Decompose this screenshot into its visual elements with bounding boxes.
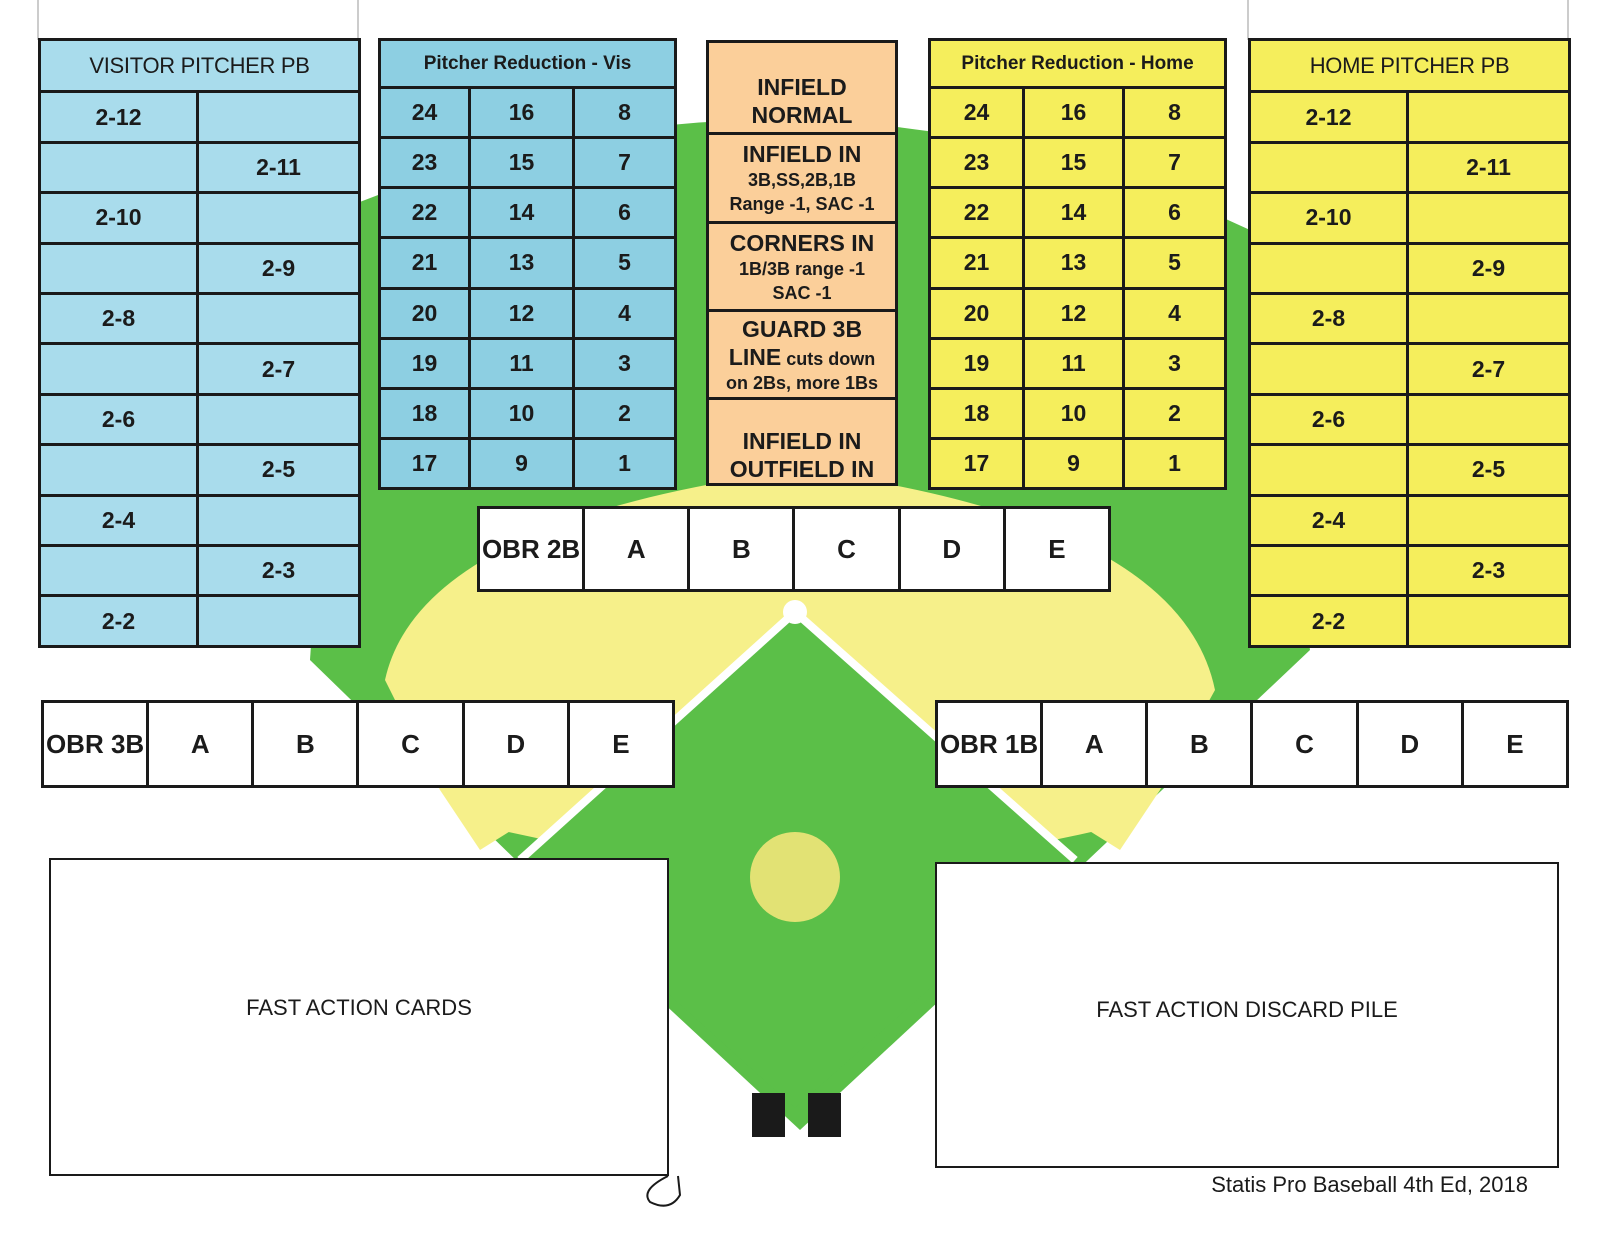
home-pb-cell[interactable]: 2-10 [1250, 193, 1408, 243]
reduction-vis-cell[interactable]: 11 [470, 338, 574, 388]
obr-1b-cell[interactable]: B [1147, 702, 1252, 787]
reduction-home-cell[interactable]: 11 [1024, 338, 1124, 388]
home-pb-cell[interactable] [1250, 142, 1408, 192]
reduction-vis-cell[interactable]: 17 [380, 438, 470, 488]
home-pb-row [1250, 546, 1570, 596]
reduction-home-cell[interactable]: 21 [930, 238, 1024, 288]
reduction-home-cell[interactable]: 7 [1124, 138, 1226, 188]
second-base [783, 600, 807, 624]
reduction-home-cell[interactable]: 13 [1024, 238, 1124, 288]
home-pb-row [1250, 445, 1570, 495]
visitor-pb-row [40, 546, 360, 596]
fast-action-discard-label: FAST ACTION DISCARD PILE [1096, 997, 1398, 1022]
obr-2b-cell[interactable]: D [899, 508, 1004, 591]
fast-action-discard-area[interactable] [935, 862, 1559, 1168]
visitor-pb-cell[interactable] [198, 495, 360, 545]
reduction-vis-cell[interactable]: 9 [470, 438, 574, 488]
reduction-home-row [930, 188, 1226, 238]
obr-1b-cell[interactable]: A [1042, 702, 1147, 787]
infield-in-line: INFIELD IN [742, 427, 862, 454]
reduction-home-row [930, 88, 1226, 138]
reduction-home-cell[interactable]: 20 [930, 288, 1024, 338]
obr-2b-label: OBR 2B [479, 508, 584, 591]
home-pb-row [1250, 596, 1570, 647]
home-pitcher-pb-table [1248, 38, 1571, 648]
infield-in-effect: Range -1, SAC -1 [729, 194, 875, 214]
visitor-pb-cell[interactable]: 2-3 [198, 546, 360, 596]
infield-in-positions: 3B,SS,2B,1B [747, 170, 857, 190]
infield-normal-line1: INFIELD [757, 73, 847, 100]
reduction-vis-row [380, 288, 676, 338]
reduction-vis-cell[interactable]: 4 [574, 288, 676, 338]
corners-in-range: 1B/3B range -1 [738, 258, 866, 279]
home-pb-cell[interactable] [1250, 243, 1408, 293]
visitor-pb-cell[interactable] [40, 445, 198, 495]
guard-3b-line[interactable] [709, 312, 895, 400]
visitor-pb-cell[interactable] [198, 294, 360, 344]
guard-3b-title: GUARD 3B [741, 315, 863, 342]
home-pb-cell[interactable] [1408, 596, 1570, 647]
reduction-home-cell[interactable]: 2 [1124, 388, 1226, 438]
visitor-pb-cell[interactable]: 2-7 [198, 344, 360, 394]
home-pb-cell[interactable]: 2-8 [1250, 294, 1408, 344]
obr-3b-cell[interactable]: B [253, 702, 358, 787]
obr-3b-cell[interactable]: C [358, 702, 463, 787]
batter-box-right [808, 1093, 841, 1137]
reduction-home-cell[interactable]: 10 [1024, 388, 1124, 438]
reduction-home-cell[interactable]: 15 [1024, 138, 1124, 188]
reduction-home-cell[interactable]: 14 [1024, 188, 1124, 238]
reduction-home-row [930, 388, 1226, 438]
visitor-pitcher-pb-table [38, 38, 361, 648]
obr-3b-table [41, 700, 675, 788]
home-pb-cell[interactable]: 2-2 [1250, 596, 1408, 647]
obr-2b-cell[interactable]: B [689, 508, 794, 591]
infield-normal-line2: NORMAL [751, 101, 853, 128]
reduction-home-cell[interactable]: 24 [930, 88, 1024, 138]
reduction-home-row [930, 288, 1226, 338]
visitor-pb-cell[interactable]: 2-8 [40, 294, 198, 344]
visitor-pb-cell[interactable]: 2-5 [198, 445, 360, 495]
home-pb-cell[interactable]: 2-5 [1408, 445, 1570, 495]
reduction-vis-cell[interactable]: 7 [574, 138, 676, 188]
obr-2b-table [477, 506, 1111, 592]
home-pb-row [1250, 243, 1570, 293]
guard-3b-effect: on 2Bs, more 1Bs [725, 372, 879, 393]
home-pb-cell[interactable]: 2-4 [1250, 495, 1408, 545]
reduction-vis-cell[interactable]: 3 [574, 338, 676, 388]
visitor-pb-cell[interactable] [40, 243, 198, 293]
visitor-pb-cell[interactable] [40, 344, 198, 394]
edition-footer: Statis Pro Baseball 4th Ed, 2018 [1211, 1172, 1528, 1197]
reduction-vis-cell[interactable]: 14 [470, 188, 574, 238]
reduction-home-title: Pitcher Reduction - Home [930, 40, 1226, 88]
reduction-vis-cell[interactable]: 8 [574, 88, 676, 138]
visitor-pb-cell[interactable]: 2-10 [40, 193, 198, 243]
home-pb-cell[interactable] [1250, 546, 1408, 596]
obr-1b-label: OBR 1B [937, 702, 1042, 787]
reduction-vis-cell[interactable]: 24 [380, 88, 470, 138]
obr-3b-cell[interactable]: D [463, 702, 568, 787]
infield-in-title: INFIELD IN [742, 141, 862, 167]
obr-1b-cell[interactable]: D [1357, 702, 1462, 787]
visitor-pb-row [40, 596, 360, 647]
visitor-pb-cell[interactable] [198, 596, 360, 647]
reduction-vis-cell[interactable]: 23 [380, 138, 470, 188]
visitor-pb-cell[interactable] [198, 193, 360, 243]
reduction-vis-cell[interactable]: 20 [380, 288, 470, 338]
obr-1b-cell[interactable]: E [1462, 702, 1567, 787]
obr-2b-cell[interactable]: E [1004, 508, 1109, 591]
visitor-pb-row [40, 142, 360, 192]
guard-line-small: cuts down [781, 348, 876, 369]
visitor-pb-row [40, 92, 360, 142]
reduction-vis-row [380, 138, 676, 188]
home-pb-cell[interactable] [1250, 344, 1408, 394]
fast-action-cards-area[interactable] [49, 858, 669, 1176]
reduction-vis-row [380, 388, 676, 438]
reduction-home-cell[interactable]: 5 [1124, 238, 1226, 288]
reduction-home-cell[interactable]: 22 [930, 188, 1024, 238]
reduction-vis-cell[interactable]: 18 [380, 388, 470, 438]
batter-box-left [752, 1093, 785, 1137]
visitor-pb-cell[interactable] [40, 142, 198, 192]
infield-normal[interactable] [709, 43, 895, 135]
reduction-vis-cell[interactable]: 2 [574, 388, 676, 438]
reduction-vis-cell[interactable]: 13 [470, 238, 574, 288]
home-pb-cell[interactable]: 2-7 [1408, 344, 1570, 394]
guard-line-text [709, 343, 895, 371]
reduction-home-cell[interactable]: 3 [1124, 338, 1226, 388]
visitor-pb-cell[interactable]: 2-2 [40, 596, 198, 647]
reduction-home-cell[interactable]: 19 [930, 338, 1024, 388]
reduction-vis-table [378, 38, 677, 490]
reduction-home-table [928, 38, 1227, 490]
visitor-pb-cell[interactable]: 2-9 [198, 243, 360, 293]
infield-in[interactable] [709, 135, 895, 224]
home-pb-row [1250, 344, 1570, 394]
page-curl [647, 1176, 680, 1206]
home-pb-title: HOME PITCHER PB [1250, 40, 1570, 92]
obr-2b-cell[interactable]: C [794, 508, 899, 591]
home-pb-cell[interactable]: 2-12 [1250, 92, 1408, 142]
obr-1b-cell[interactable]: C [1252, 702, 1357, 787]
outfield-in-line: OUTFIELD IN [729, 455, 875, 482]
reduction-vis-cell[interactable]: 1 [574, 438, 676, 488]
home-pb-cell[interactable] [1408, 92, 1570, 142]
obr-3b-label: OBR 3B [43, 702, 148, 787]
infield-alignment-panel [706, 40, 898, 486]
visitor-pb-row [40, 394, 360, 444]
visitor-pb-row [40, 344, 360, 394]
reduction-home-cell[interactable]: 17 [930, 438, 1024, 488]
obr-3b-cell[interactable]: E [568, 702, 673, 787]
reduction-vis-cell[interactable]: 21 [380, 238, 470, 288]
visitor-pb-cell[interactable]: 2-4 [40, 495, 198, 545]
corners-in-title: CORNERS IN [729, 229, 875, 256]
visitor-pb-row [40, 445, 360, 495]
home-pb-cell[interactable] [1408, 394, 1570, 444]
guard-line-big: LINE [728, 343, 782, 370]
reduction-vis-row [380, 238, 676, 288]
home-pb-cell[interactable]: 2-3 [1408, 546, 1570, 596]
home-pb-cell[interactable] [1408, 495, 1570, 545]
visitor-pb-cell[interactable] [198, 394, 360, 444]
reduction-vis-cell[interactable]: 15 [470, 138, 574, 188]
reduction-home-cell[interactable]: 9 [1024, 438, 1124, 488]
reduction-home-cell[interactable]: 16 [1024, 88, 1124, 138]
home-pb-row [1250, 294, 1570, 344]
reduction-vis-row [380, 338, 676, 388]
obr-1b-table [935, 700, 1569, 788]
reduction-vis-cell[interactable]: 19 [380, 338, 470, 388]
visitor-pb-cell[interactable]: 2-12 [40, 92, 198, 142]
reduction-vis-cell[interactable]: 10 [470, 388, 574, 438]
reduction-vis-cell[interactable]: 5 [574, 238, 676, 288]
reduction-vis-row [380, 438, 676, 488]
visitor-pb-row [40, 193, 360, 243]
reduction-home-row [930, 138, 1226, 188]
visitor-pb-cell[interactable]: 2-11 [198, 142, 360, 192]
reduction-home-row [930, 338, 1226, 388]
home-pb-cell[interactable]: 2-11 [1408, 142, 1570, 192]
home-pb-row [1250, 394, 1570, 444]
reduction-home-cell[interactable]: 8 [1124, 88, 1226, 138]
obr-2b-cell[interactable]: A [584, 508, 689, 591]
reduction-vis-row [380, 88, 676, 138]
reduction-home-cell[interactable]: 1 [1124, 438, 1226, 488]
reduction-vis-cell[interactable]: 12 [470, 288, 574, 338]
reduction-vis-cell[interactable]: 22 [380, 188, 470, 238]
home-pb-cell[interactable]: 2-6 [1250, 394, 1408, 444]
home-pb-cell[interactable] [1408, 294, 1570, 344]
visitor-pb-row [40, 294, 360, 344]
reduction-home-row [930, 238, 1226, 288]
reduction-home-cell[interactable]: 6 [1124, 188, 1226, 238]
corners-in-sac: SAC -1 [772, 282, 832, 303]
home-pb-row [1250, 193, 1570, 243]
corners-in[interactable] [709, 224, 895, 312]
visitor-pb-row [40, 495, 360, 545]
home-pb-row [1250, 92, 1570, 142]
reduction-home-cell[interactable]: 18 [930, 388, 1024, 438]
visitor-pb-row [40, 243, 360, 293]
reduction-vis-cell[interactable]: 16 [470, 88, 574, 138]
reduction-home-cell[interactable]: 4 [1124, 288, 1226, 338]
home-pb-cell[interactable]: 2-9 [1408, 243, 1570, 293]
obr-3b-cell[interactable]: A [148, 702, 253, 787]
reduction-vis-row [380, 188, 676, 238]
home-pb-cell[interactable] [1408, 193, 1570, 243]
reduction-home-cell[interactable]: 23 [930, 138, 1024, 188]
reduction-vis-title: Pitcher Reduction - Vis [380, 40, 676, 88]
infield-in-outfield-in[interactable] [709, 400, 895, 483]
visitor-pb-cell[interactable] [40, 546, 198, 596]
home-pb-row [1250, 142, 1570, 192]
reduction-home-cell[interactable]: 12 [1024, 288, 1124, 338]
visitor-pb-title: VISITOR PITCHER PB [40, 40, 360, 92]
fast-action-cards-label: FAST ACTION CARDS [246, 995, 472, 1020]
visitor-pb-cell[interactable]: 2-6 [40, 394, 198, 444]
reduction-home-row [930, 438, 1226, 488]
home-pb-row [1250, 495, 1570, 545]
home-pb-cell[interactable] [1250, 445, 1408, 495]
pitchers-mound [750, 832, 840, 922]
visitor-pb-cell[interactable] [198, 92, 360, 142]
reduction-vis-cell[interactable]: 6 [574, 188, 676, 238]
